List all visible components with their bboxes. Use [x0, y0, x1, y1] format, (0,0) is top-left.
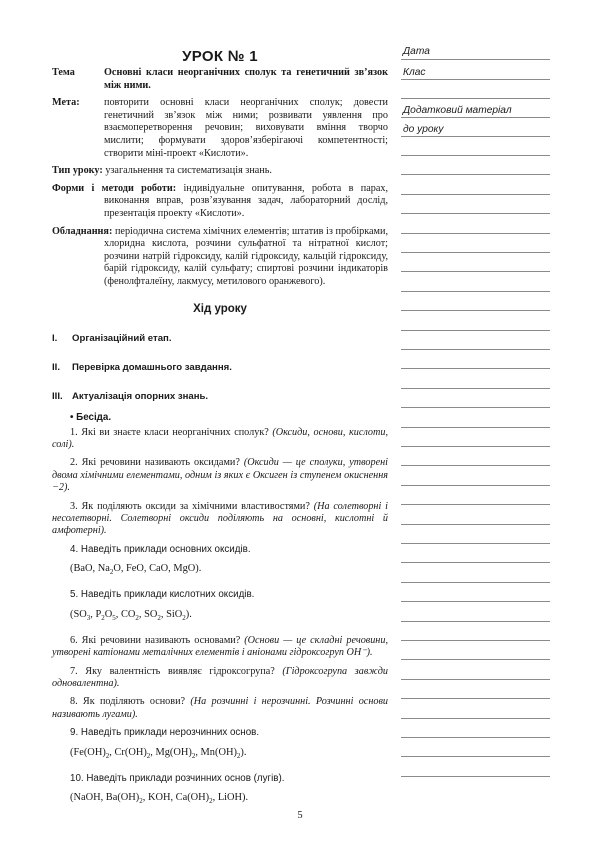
stage-item: [52, 333, 388, 344]
extra-material-label-2: до уроку: [403, 124, 444, 135]
note-line: [401, 98, 550, 99]
conversation-heading: • Бесіда.: [70, 411, 112, 423]
formula-insoluble-bases: ($Fe(OH)_2$, $Cr(OH)_2$, $Mg(OH)_2$, $Mn(OH)_2$).: [70, 746, 247, 760]
answer-text: (Оксиди, основи, кислоти, солі).: [52, 426, 389, 450]
stage-item: [52, 391, 388, 402]
note-line: [401, 310, 550, 311]
question-text: 8. Як поділяють основи?: [70, 696, 186, 708]
forms-text: індивідуальне опитування, робота в парах, виконання вправ, розв’язування задач, лабораторний дослід, презентація проекту «Кислоти».: [104, 182, 389, 219]
question-text: 7. Яку валентність виявляє гідроксогрупа?: [70, 665, 275, 677]
forms-label: Форми і методи роботи:: [52, 182, 177, 194]
note-line: [401, 776, 550, 777]
note-line: [401, 155, 550, 156]
date-label: Дата: [403, 46, 430, 57]
lesson-type-label: Тип уроку:: [52, 165, 103, 177]
note-line: [401, 485, 550, 486]
goal-label: Мета:: [52, 97, 80, 109]
note-line: [401, 59, 550, 60]
topic-label: Тема: [52, 67, 75, 78]
note-line: [401, 524, 550, 525]
equipment-row: [52, 226, 388, 289]
note-line: [401, 194, 550, 195]
note-line: [401, 368, 550, 369]
note-line: [401, 621, 550, 622]
question-text: 6. Які речовини називають основами?: [70, 634, 241, 646]
note-line: [401, 659, 550, 660]
answer-text: (На розчинні і нерозчинні. Розчинні основи називають лугами).: [52, 696, 388, 720]
note-line: [401, 407, 550, 408]
extra-material-label: Додатковий матеріал: [403, 105, 512, 116]
question-item: [52, 666, 388, 691]
page-number: 5: [297, 810, 303, 821]
question-text: 1. Які ви знаєте класи неорганічних сполук?: [70, 426, 269, 438]
note-line: [401, 446, 550, 447]
note-line: [401, 427, 550, 428]
note-line: [401, 136, 550, 137]
question-item: [52, 635, 388, 660]
note-line: [401, 291, 550, 292]
question-item: 4. Наведіть приклади основних оксидів.: [70, 543, 251, 555]
forms-row: [52, 183, 388, 221]
note-line: [401, 349, 550, 350]
question-item: 5. Наведіть приклади кислотних оксидів.: [70, 589, 255, 601]
note-line: [401, 213, 550, 214]
stage-item: [52, 362, 388, 373]
formula-acid-oxides: ($SO_3$, $P_2O_5$, $CO_2$, $SO_2$, SiO$_2$).: [70, 608, 192, 622]
course-heading: Хід уроку: [193, 302, 247, 315]
note-line: [401, 79, 550, 80]
note-line: [401, 679, 550, 680]
lesson-title: УРОК № 1: [182, 48, 258, 65]
topic-row: [52, 67, 388, 92]
class-label: Клас: [403, 67, 426, 78]
note-line: [401, 582, 550, 583]
note-line: [401, 388, 550, 389]
goal-text: повторити основні класи неорганічних сполук; довести генетичний зв’язок між ними; розвивати уявлення про взаємоперетворення речовин; виховувати вміння творчо мислити; формувати здоров’язберігаючі компетентності; створити міні-проект «Кислоти».: [104, 97, 388, 159]
question-item: [52, 696, 388, 721]
note-line: [401, 543, 550, 544]
answer-text: (На солетворні і несолетворні. Солетворні оксиди поділяють на основні, кислотні й амфотерні).: [52, 500, 388, 537]
equipment-label: Обладнання:: [52, 225, 113, 237]
note-line: [401, 718, 550, 719]
note-line: [401, 252, 550, 253]
note-line: [401, 117, 550, 118]
note-line: [401, 756, 550, 757]
note-line: [401, 174, 550, 175]
lesson-type-row: [52, 165, 388, 178]
topic-text: Основні класи неорганічних сполук та генетичний зв’язок між ними.: [104, 67, 388, 91]
stage-label: Організаційний етап.: [72, 332, 172, 344]
question-item: [52, 501, 388, 538]
question-text: 3. Як поділяють оксиди за хімічними властивостями?: [70, 500, 310, 512]
stage-label: Перевірка домашнього завдання.: [72, 361, 232, 373]
answer-text: (Основи — це складні речовини, утворені катіонами металічних елементів і аніонами гідроксогруп OH⁻).: [52, 634, 388, 659]
goal-row: [52, 97, 388, 160]
question-item: 9. Наведіть приклади нерозчинних основ.: [70, 727, 260, 739]
note-line: [401, 504, 550, 505]
answer-text: (Гідроксогрупа завжди одновалентна).: [52, 665, 388, 689]
lesson-main-column: [52, 48, 388, 818]
note-line: [401, 271, 550, 272]
stage-label: Актуалізація опорних знань.: [72, 390, 209, 402]
note-line: [401, 330, 550, 331]
note-line: [401, 737, 550, 738]
equipment-text: періодична система хімічних елементів; штатив із пробірками, хлоридна кислота, розчини сульфатної та нітратної кислот; розчини натрій гідроксиду, калій гідроксиду, кальцій гідроксиду, барій гідроксиду, калій сульфату; спиртові розчини індикаторів (фенолфталеїну, лакмусу, метилового оранжевого).: [104, 225, 388, 287]
formula-alkalis: (NaOH, $Ba(OH)_2$, KOH, $Ca(OH)_2$, LiOH).: [70, 792, 249, 806]
lesson-type-text: узагальнення та систематизація знань.: [105, 165, 272, 177]
question-text: 2. Які речовини називають оксидами?: [70, 457, 240, 469]
question-item: [52, 427, 388, 452]
note-line: [401, 465, 550, 466]
note-line: [401, 601, 550, 602]
stage-number: II.: [52, 361, 60, 373]
question-item: [52, 457, 388, 494]
question-item: 10. Наведіть приклади розчинних основ (лугів).: [70, 772, 285, 784]
answer-text: (Оксиди — це сполуки, утворені двома хімічними елементами, одним із яких є Оксиген із ступенем окиснення −2).: [52, 457, 388, 494]
stage-number: III.: [52, 390, 63, 402]
note-line: [401, 562, 550, 563]
note-line: [401, 640, 550, 641]
stage-number: I.: [52, 332, 58, 344]
note-line: [401, 698, 550, 699]
note-line: [401, 233, 550, 234]
formula-basic-oxides: (BaO, $Na_2O$, FeO, CaO, MgO).: [70, 563, 202, 577]
